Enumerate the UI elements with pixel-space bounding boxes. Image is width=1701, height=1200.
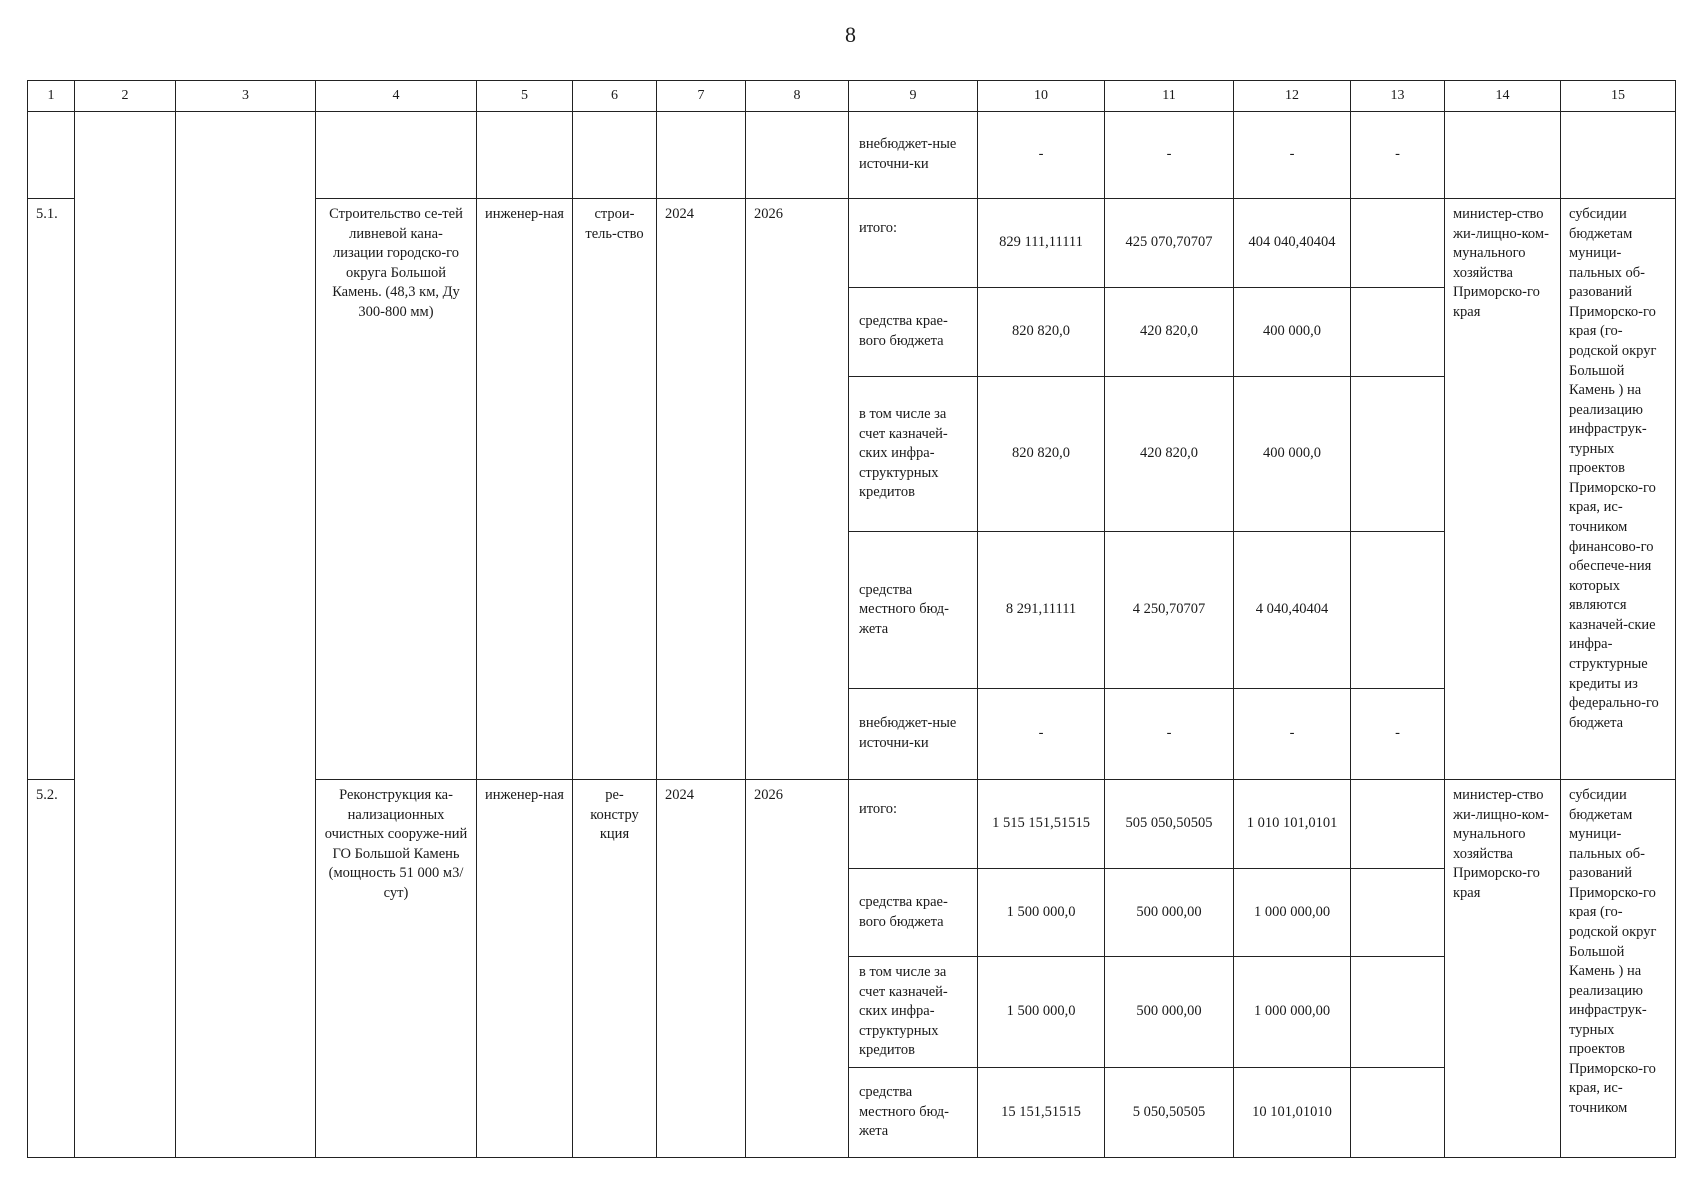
funding-source: в том числе за счет казначей-ских инфра-структурных кредитов (849, 957, 978, 1068)
value-total: 1 500 000,0 (978, 957, 1105, 1068)
funding-source: внебюджет-ные источни-ки (849, 112, 978, 199)
empty-cell (746, 112, 849, 199)
empty-cell (477, 112, 573, 199)
funding-source: средства крае-вого бюджета (849, 288, 978, 377)
funding-source: в том числе за счет казначей-ских инфра-структурных кредитов (849, 377, 978, 532)
investment-projects-table (27, 80, 1676, 1158)
value-year-1: 420 820,0 (1105, 288, 1234, 377)
col-header-1: 1 (28, 81, 75, 112)
value-total: 15 151,51515 (978, 1067, 1105, 1157)
item-number: 5.1. (28, 199, 75, 780)
value-year-1: - (1105, 689, 1234, 780)
empty-cell (573, 112, 657, 199)
col-header-8: 8 (746, 81, 849, 112)
value-total: - (978, 112, 1105, 199)
col-header-5: 5 (477, 81, 573, 112)
col-header-6: 6 (573, 81, 657, 112)
value-total: 820 820,0 (978, 288, 1105, 377)
value-year-3 (1351, 869, 1445, 957)
empty-cell (657, 112, 746, 199)
project-type: инженер-ная (477, 780, 573, 1158)
col-header-14: 14 (1445, 81, 1561, 112)
value-year-3 (1351, 199, 1445, 288)
value-total: 829 111,11111 (978, 199, 1105, 288)
empty-cell (316, 112, 477, 199)
funding-source: внебюджет-ные источни-ки (849, 689, 978, 780)
start-year: 2024 (657, 199, 746, 780)
value-year-1: 420 820,0 (1105, 377, 1234, 532)
executor: министер-ство жи-лищно-ком-мунального хозяйства Приморско-го края (1445, 780, 1561, 1158)
value-year-2: 1 000 000,00 (1234, 957, 1351, 1068)
value-year-3 (1351, 780, 1445, 869)
value-year-1: 500 000,00 (1105, 957, 1234, 1068)
value-year-1: 505 050,50505 (1105, 780, 1234, 869)
value-year-1: - (1105, 112, 1234, 199)
col-header-10: 10 (978, 81, 1105, 112)
end-year: 2026 (746, 780, 849, 1158)
value-year-1: 425 070,70707 (1105, 199, 1234, 288)
value-year-1: 4 250,70707 (1105, 532, 1234, 689)
value-year-3 (1351, 532, 1445, 689)
value-total: 820 820,0 (978, 377, 1105, 532)
funding-source: средства крае-вого бюджета (849, 869, 978, 957)
funding-source: итого: (849, 780, 978, 869)
value-year-1: 500 000,00 (1105, 869, 1234, 957)
value-year-1: 5 050,50505 (1105, 1067, 1234, 1157)
end-year: 2026 (746, 199, 849, 780)
column-number-row (28, 81, 1676, 112)
value-year-2: 4 040,40404 (1234, 532, 1351, 689)
value-year-3 (1351, 377, 1445, 532)
col-header-7: 7 (657, 81, 746, 112)
start-year: 2024 (657, 780, 746, 1158)
note: субсидии бюджетам муници-пальных об-разований Приморско-го края (го-родской округ Большой Камень ) на реализацию инфраструк-турных проектов Приморско-го края, ис-точником (1561, 780, 1676, 1158)
empty-cell (28, 112, 75, 199)
value-total: - (978, 689, 1105, 780)
value-year-2: 404 040,40404 (1234, 199, 1351, 288)
value-year-2: 1 000 000,00 (1234, 869, 1351, 957)
value-year-3: - (1351, 689, 1445, 780)
col-header-4: 4 (316, 81, 477, 112)
value-total: 1 515 151,51515 (978, 780, 1105, 869)
value-total: 8 291,11111 (978, 532, 1105, 689)
col-header-15: 15 (1561, 81, 1676, 112)
col-header-2: 2 (75, 81, 176, 112)
value-year-2: - (1234, 689, 1351, 780)
col-header-3: 3 (176, 81, 316, 112)
value-year-3 (1351, 1067, 1445, 1157)
note: субсидии бюджетам муници-пальных об-разований Приморско-го края (го-родской округ Большой Камень ) на реализацию инфраструк-турных проектов Приморско-го края, ис-точником финансово-го обеспече-ния которых являются казначей-ские инфра-структурные кредиты из федерально-го бюджета (1561, 199, 1676, 780)
project-name: Реконструкция ка-нализационных очистных сооруже-ний ГО Большой Камень (мощность 51 000 м3/сут) (316, 780, 477, 1158)
page-number: 8 (845, 22, 856, 47)
work-type: строи-тель-ство (573, 199, 657, 780)
work-type: ре-констру кция (573, 780, 657, 1158)
value-year-2: 400 000,0 (1234, 288, 1351, 377)
funding-source: средства местного бюд-жета (849, 532, 978, 689)
executor: министер-ство жи-лищно-ком-мунального хозяйства Приморско-го края (1445, 199, 1561, 780)
value-year-3 (1351, 957, 1445, 1068)
value-year-3 (1351, 288, 1445, 377)
col-header-13: 13 (1351, 81, 1445, 112)
value-year-2: 10 101,01010 (1234, 1067, 1351, 1157)
table-row (28, 112, 1676, 199)
value-year-3: - (1351, 112, 1445, 199)
col-header-11: 11 (1105, 81, 1234, 112)
empty-cell (176, 112, 316, 1158)
item-number: 5.2. (28, 780, 75, 1158)
value-total: 1 500 000,0 (978, 869, 1105, 957)
funding-source: средства местного бюд-жета (849, 1067, 978, 1157)
empty-cell (75, 112, 176, 1158)
value-year-2: 1 010 101,0101 (1234, 780, 1351, 869)
value-year-2: 400 000,0 (1234, 377, 1351, 532)
col-header-12: 12 (1234, 81, 1351, 112)
project-type: инженер-ная (477, 199, 573, 780)
value-year-2: - (1234, 112, 1351, 199)
project-name: Строительство се-тей ливневой кана-лизации городско-го округа Большой Камень. (48,3 км, Ду 300-800 мм) (316, 199, 477, 780)
empty-cell (1561, 112, 1676, 199)
empty-cell (1445, 112, 1561, 199)
col-header-9: 9 (849, 81, 978, 112)
funding-source: итого: (849, 199, 978, 288)
